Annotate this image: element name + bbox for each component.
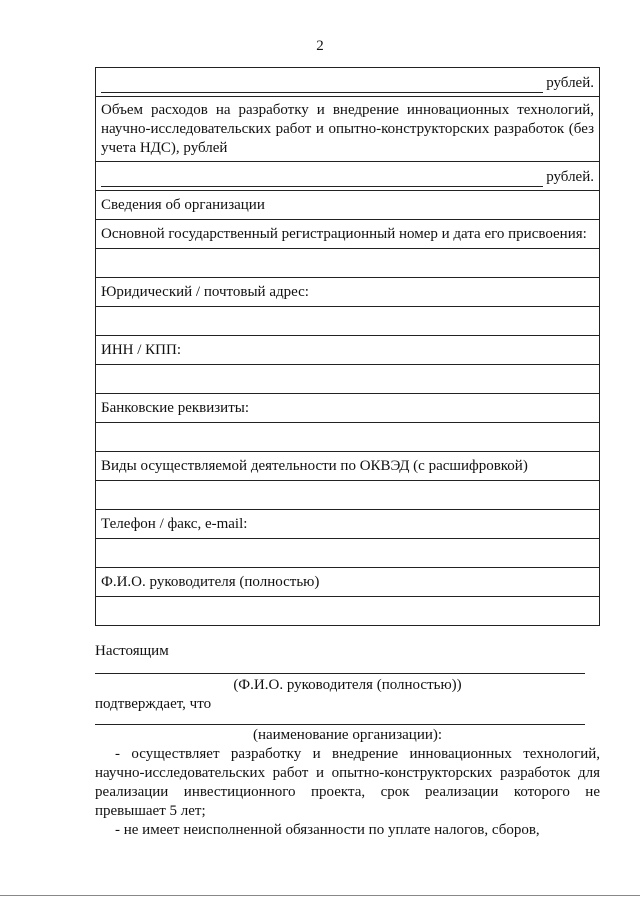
- address-label: Юридический / почтовый адрес:: [96, 278, 600, 307]
- address-field[interactable]: [96, 307, 600, 336]
- expenses-amount-cell[interactable]: [96, 162, 600, 191]
- bank-label: Банковские реквизиты:: [96, 394, 600, 423]
- page-number: 2: [316, 38, 324, 54]
- item-taxes: - не имеет неисполненной обязанности по уплате налогов, сборов,: [115, 822, 540, 838]
- ogrn-label: Основной государственный регистрационный номер и дата его присвоения:: [96, 220, 600, 249]
- okved-field[interactable]: [96, 481, 600, 510]
- table-row: [96, 539, 600, 568]
- ogrn-field[interactable]: [96, 249, 600, 278]
- amount-cell[interactable]: [96, 68, 600, 97]
- inn-field[interactable]: [96, 365, 600, 394]
- head-field[interactable]: [96, 597, 600, 626]
- table-row: [96, 336, 600, 365]
- inn-label: ИНН / КПП:: [96, 336, 600, 365]
- head-name-line[interactable]: [95, 673, 585, 674]
- org-info-heading: Сведения об организации: [96, 191, 600, 220]
- org-name-line[interactable]: [95, 724, 585, 725]
- contacts-field[interactable]: [96, 539, 600, 568]
- table-row: [96, 97, 600, 162]
- table-row: [96, 452, 600, 481]
- org-caption: (наименование организации):: [252, 727, 443, 743]
- table-row: [96, 597, 600, 626]
- table-row: [96, 220, 600, 249]
- okved-label: Виды осуществляемой деятельности по ОКВЭД (с расшифровкой): [96, 452, 600, 481]
- page-bottom-divider: [0, 895, 640, 896]
- contacts-label: Телефон / факс, e-mail:: [96, 510, 600, 539]
- table-row: [96, 278, 600, 307]
- table-row: [96, 162, 600, 191]
- organization-form-table: [95, 67, 600, 626]
- table-row: [96, 510, 600, 539]
- bank-field[interactable]: [96, 423, 600, 452]
- table-row: [96, 394, 600, 423]
- currency-unit: рублей.: [546, 169, 594, 185]
- table-row: [96, 423, 600, 452]
- table-row: [96, 307, 600, 336]
- table-row: [96, 365, 600, 394]
- table-row: [96, 568, 600, 597]
- head-caption: (Ф.И.О. руководителя (полностью)): [233, 677, 462, 693]
- confirms-text: подтверждает, что: [95, 696, 212, 712]
- table-row: [96, 481, 600, 510]
- expenses-label: Объем расходов на разработку и внедрение инновационных технологий, научно-исследовательских работ и опытно-конструкторских разработок (без учета НДС), рублей: [96, 97, 600, 162]
- hereby-text: Настоящим: [95, 643, 169, 659]
- table-row: [96, 249, 600, 278]
- confirmation-items: [95, 745, 600, 840]
- head-label: Ф.И.О. руководителя (полностью): [96, 568, 600, 597]
- table-row: [96, 191, 600, 220]
- item-innovation: - осуществляет разработку и внедрение инновационных технологий, научно-исследовательских работ и опытно-конструкторских разработок для реализации инвестиционного проекта, срок реализации которого не превышает 5 лет;: [95, 746, 600, 819]
- currency-unit: рублей.: [546, 75, 594, 91]
- table-row: [96, 68, 600, 97]
- amount-blank-line[interactable]: [101, 77, 543, 93]
- expenses-blank-line[interactable]: [101, 171, 543, 187]
